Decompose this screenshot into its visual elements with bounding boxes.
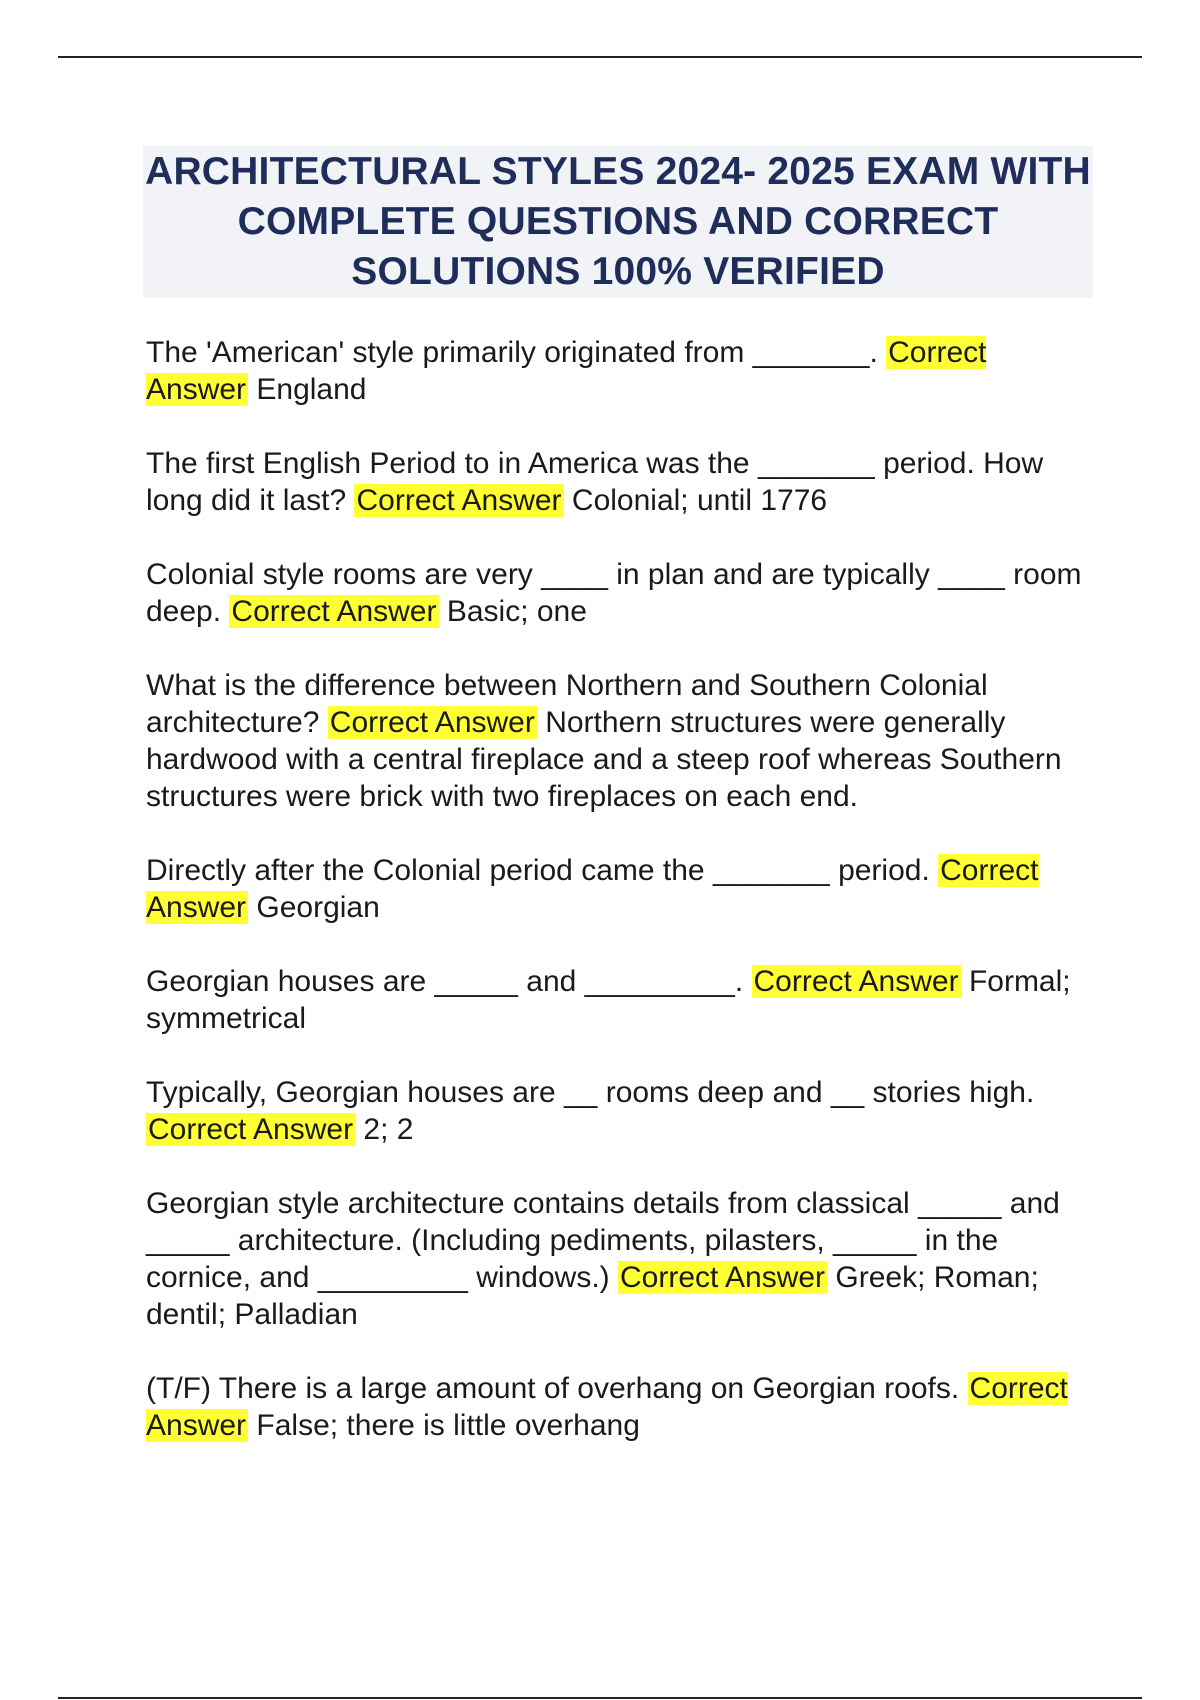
question-text: Georgian houses are _____ and _________. [146, 965, 744, 998]
correct-answer-label: Correct Answer [146, 1372, 1068, 1442]
correct-answer-label: Correct Answer [146, 854, 1039, 924]
answer-text: Greek; Roman; dentil; Palladian [146, 1261, 1039, 1331]
qa-item-1 [146, 334, 1091, 408]
bottom-rule [58, 1697, 1142, 1699]
answer-text: Northern structures were generally hardwood with a central fireplace and a steep roof whereas Southern structures were brick with two fireplaces on each end. [146, 706, 1062, 813]
answer-text: 2; 2 [363, 1113, 414, 1146]
question-text: The first English Period to in America was the _______ period. How long did it last? [146, 447, 1044, 517]
answer-text: Basic; one [446, 595, 587, 628]
question-text: Colonial style rooms are very ____ in plan and are typically ____ room deep. [146, 558, 1082, 628]
qa-item-9 [146, 1370, 1091, 1444]
correct-answer-label: Correct Answer [356, 484, 562, 517]
correct-answer-label: Correct Answer [146, 336, 987, 406]
answer-text: Formal; symmetrical [146, 965, 1071, 1035]
title-banner [143, 146, 1093, 298]
document-title: ARCHITECTURAL STYLES 2024- 2025 EXAM WITH COMPLETE QUESTIONS AND CORRECT SOLUTIONS 100% VERIFIED [145, 150, 1091, 293]
qa-item-2 [146, 445, 1091, 519]
qa-item-4 [146, 667, 1091, 815]
correct-answer-label: Correct Answer [231, 595, 437, 628]
question-text: Typically, Georgian houses are __ rooms deep and __ stories high. [146, 1076, 1035, 1109]
question-text: What is the difference between Northern and Southern Colonial architecture? [146, 669, 988, 739]
qa-item-8 [146, 1185, 1091, 1333]
top-rule [58, 56, 1142, 58]
question-text: (T/F) There is a large amount of overhang on Georgian roofs. [146, 1372, 960, 1405]
question-text: Directly after the Colonial period came the _______ period. [146, 854, 930, 887]
correct-answer-label: Correct Answer [619, 1261, 826, 1294]
correct-answer-label: Correct Answer [148, 1113, 354, 1146]
qa-item-7 [146, 1074, 1091, 1148]
qa-item-3 [146, 556, 1091, 630]
answer-text: England [256, 373, 367, 406]
correct-answer-label: Correct Answer [753, 965, 959, 998]
correct-answer-label: Correct Answer [329, 706, 535, 739]
answer-text: False; there is little overhang [256, 1409, 640, 1442]
answer-text: Georgian [256, 891, 380, 924]
question-text: Georgian style architecture contains details from classical _____ and _____ architecture. (Including pediments, pilasters, _____ in the cornice, and _________ windows.) [146, 1187, 1060, 1294]
answer-text: Colonial; until 1776 [571, 484, 828, 517]
qa-item-5 [146, 852, 1091, 926]
question-text: The 'American' style primarily originated from _______. [146, 336, 878, 369]
qa-list [146, 334, 1091, 1481]
qa-item-6 [146, 963, 1091, 1037]
